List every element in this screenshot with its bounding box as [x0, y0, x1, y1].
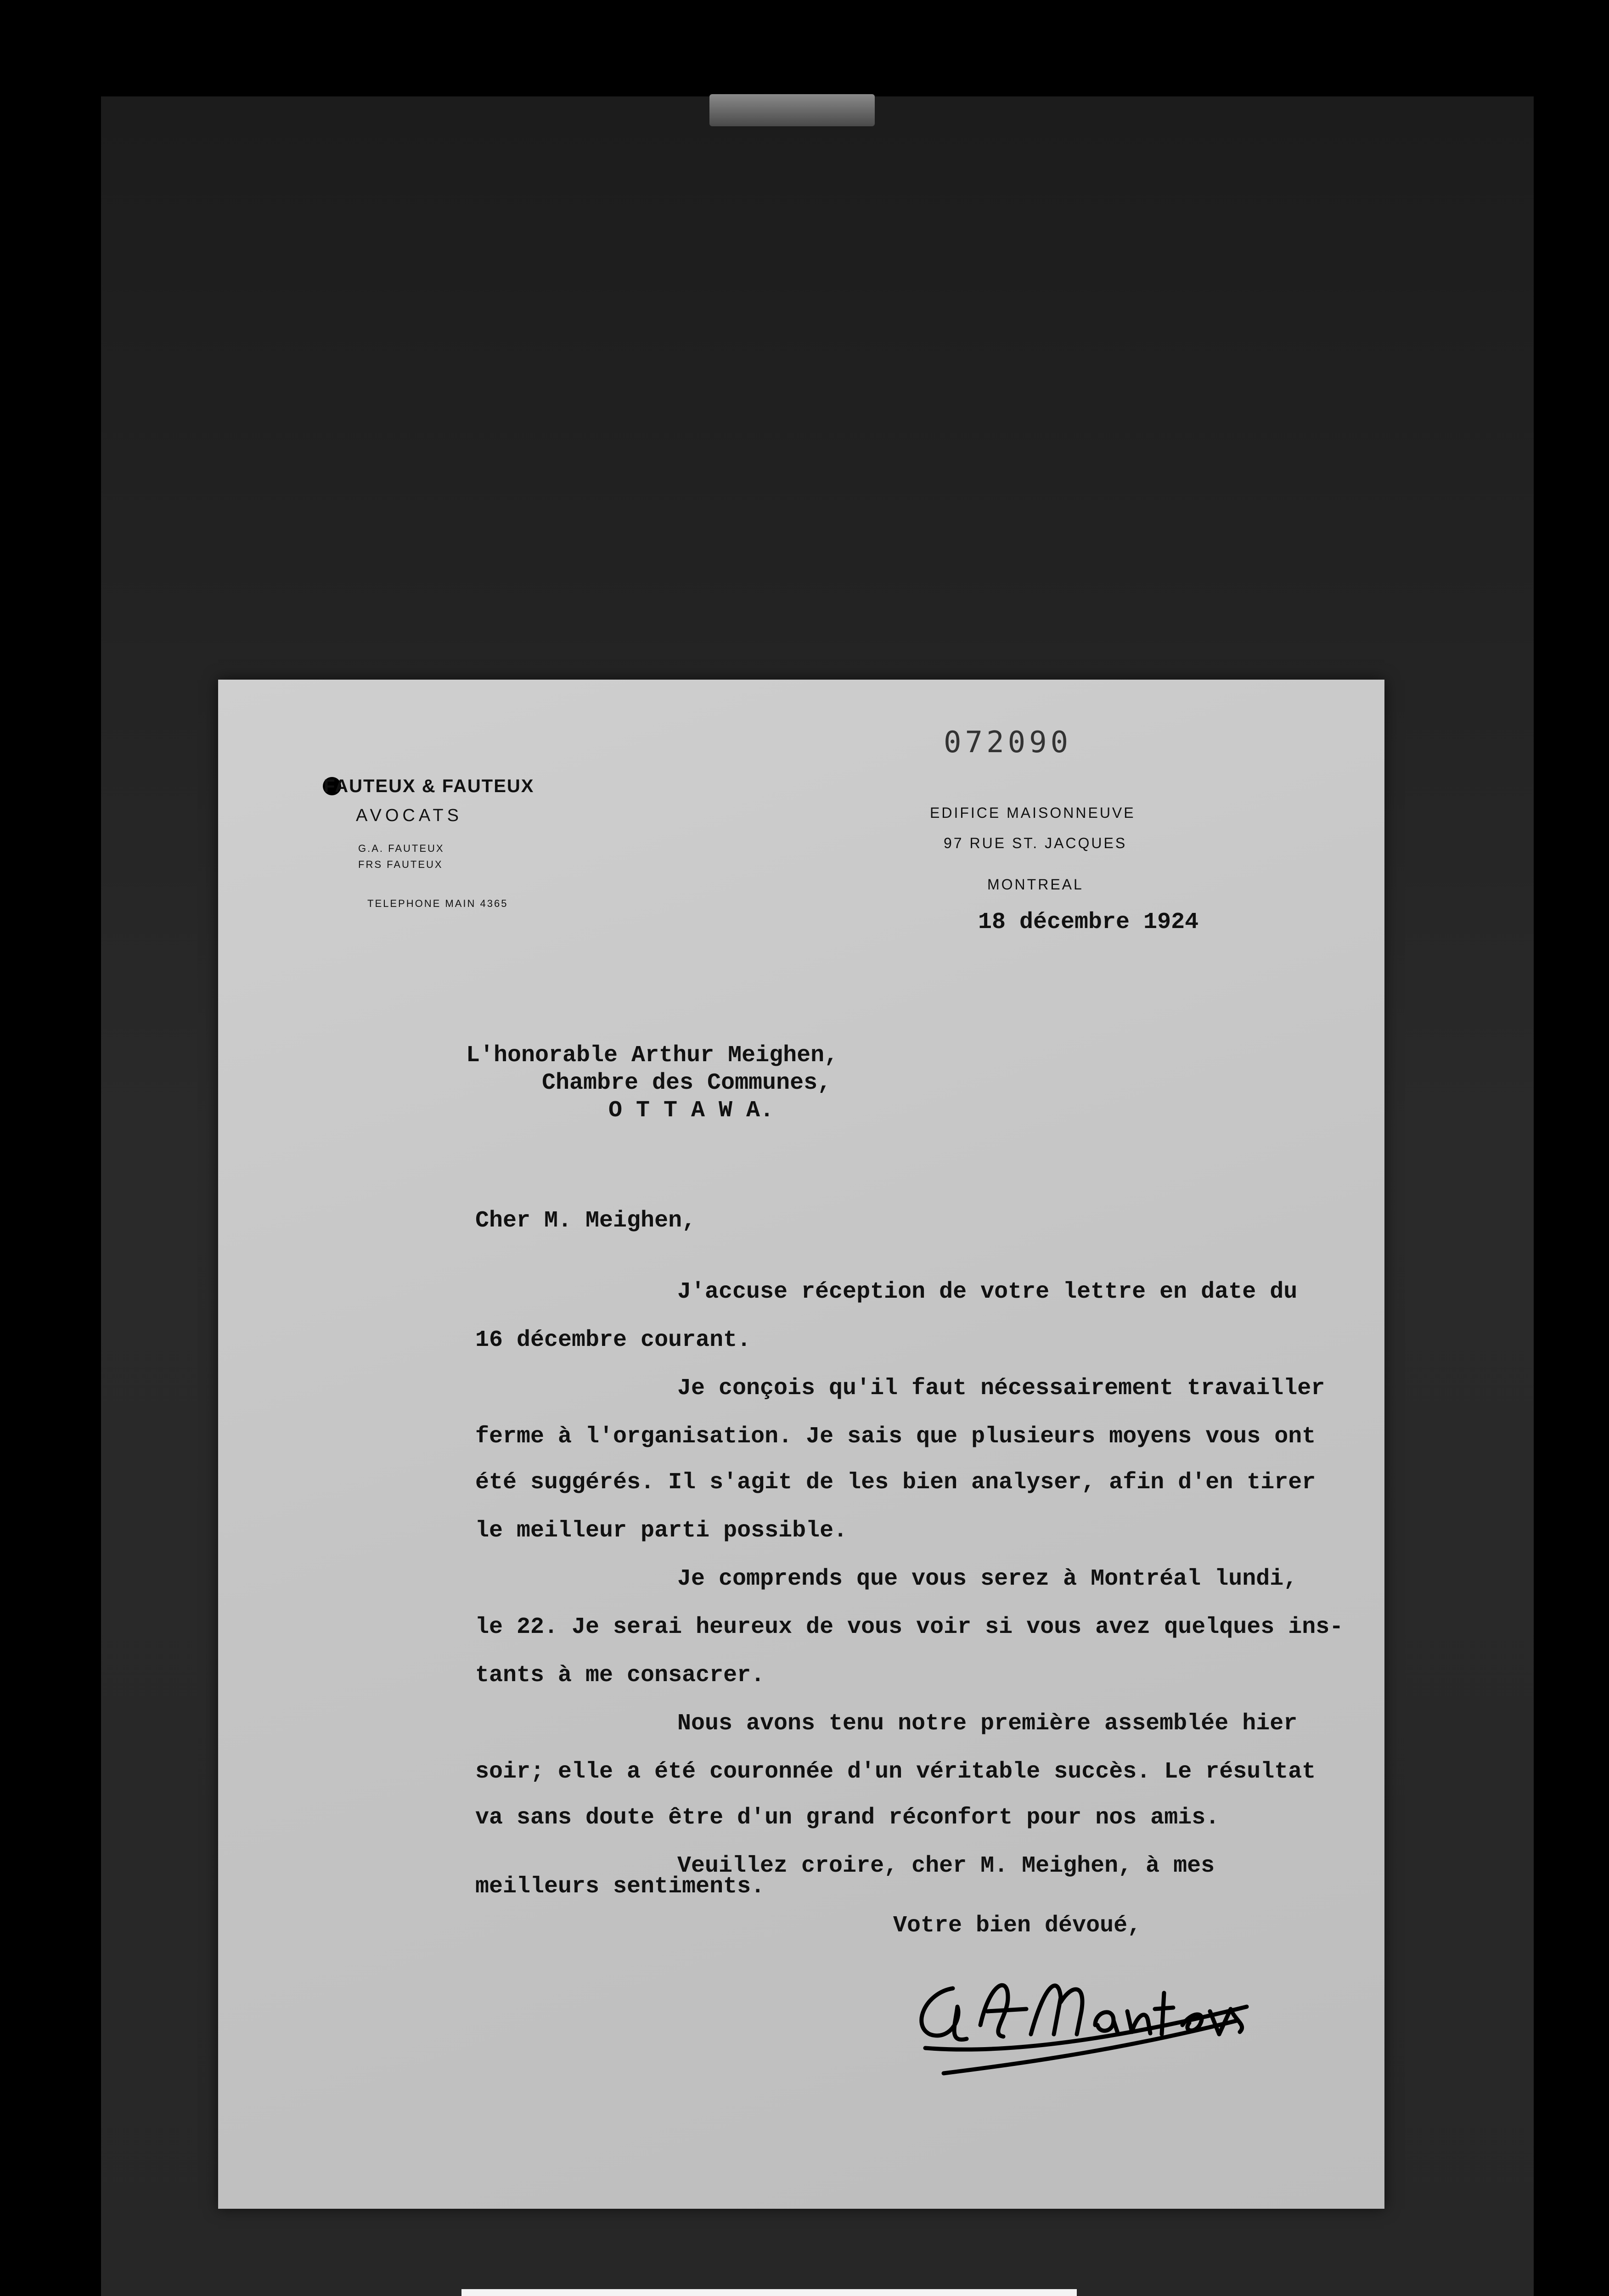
letterhead-telephone: TELEPHONE MAIN 4365	[367, 898, 508, 909]
letter-date: 18 décembre 1924	[978, 909, 1199, 935]
letterhead-building: EDIFICE MAISONNEUVE	[930, 805, 1136, 821]
letterhead-city: MONTREAL	[987, 876, 1084, 893]
body-line: été suggérés. Il s'agit de les bien analyser, afin d'en tirer	[475, 1469, 1316, 1496]
body-line: va sans doute être d'un grand réconfort pour nos amis.	[475, 1805, 1220, 1831]
recipient-line: O T T A W A.	[608, 1097, 774, 1124]
letterhead-street: 97 RUE ST. JACQUES	[944, 835, 1127, 851]
signature-image	[898, 1956, 1265, 2085]
salutation: Cher M. Meighen,	[475, 1208, 696, 1234]
body-line: soir; elle a été couronnée d'un véritable succès. Le résultat	[475, 1759, 1316, 1785]
reference-number: 072090	[944, 726, 1072, 760]
body-line: J'accuse réception de votre lettre en date du	[677, 1279, 1298, 1305]
letter-page	[218, 680, 1384, 2209]
body-line: ferme à l'organisation. Je sais que plusieurs moyens vous ont	[475, 1424, 1316, 1450]
body-line: le 22. Je serai heureux de vous voir si vous avez quelques ins-	[475, 1614, 1344, 1640]
recipient-line: L'honorable Arthur Meighen,	[466, 1042, 838, 1069]
body-line: Je comprends que vous serez à Montréal lundi,	[677, 1566, 1298, 1592]
body-line: meilleurs sentiments.	[475, 1874, 765, 1900]
recipient-line: Chambre des Communes,	[542, 1070, 832, 1096]
body-line: tants à me consacrer.	[475, 1662, 765, 1688]
letterhead-firm: FAUTEUX & FAUTEUX	[324, 776, 534, 796]
collection-label	[461, 2289, 1077, 2296]
body-line: Je conçois qu'il faut nécessairement travailler	[677, 1375, 1325, 1401]
letterhead-partner: FRS FAUTEUX	[358, 859, 443, 870]
body-line: Veuillez croire, cher M. Meighen, à mes	[677, 1853, 1215, 1879]
body-line: 16 décembre courant.	[475, 1327, 751, 1353]
body-line: le meilleur parti possible.	[475, 1518, 848, 1544]
letterhead-profession: AVOCATS	[356, 806, 462, 825]
letterhead-partner: G.A. FAUTEUX	[358, 843, 444, 854]
holder-clip	[709, 94, 875, 126]
closing: Votre bien dévoué,	[893, 1913, 1142, 1939]
body-line: Nous avons tenu notre première assemblée hier	[677, 1711, 1298, 1737]
